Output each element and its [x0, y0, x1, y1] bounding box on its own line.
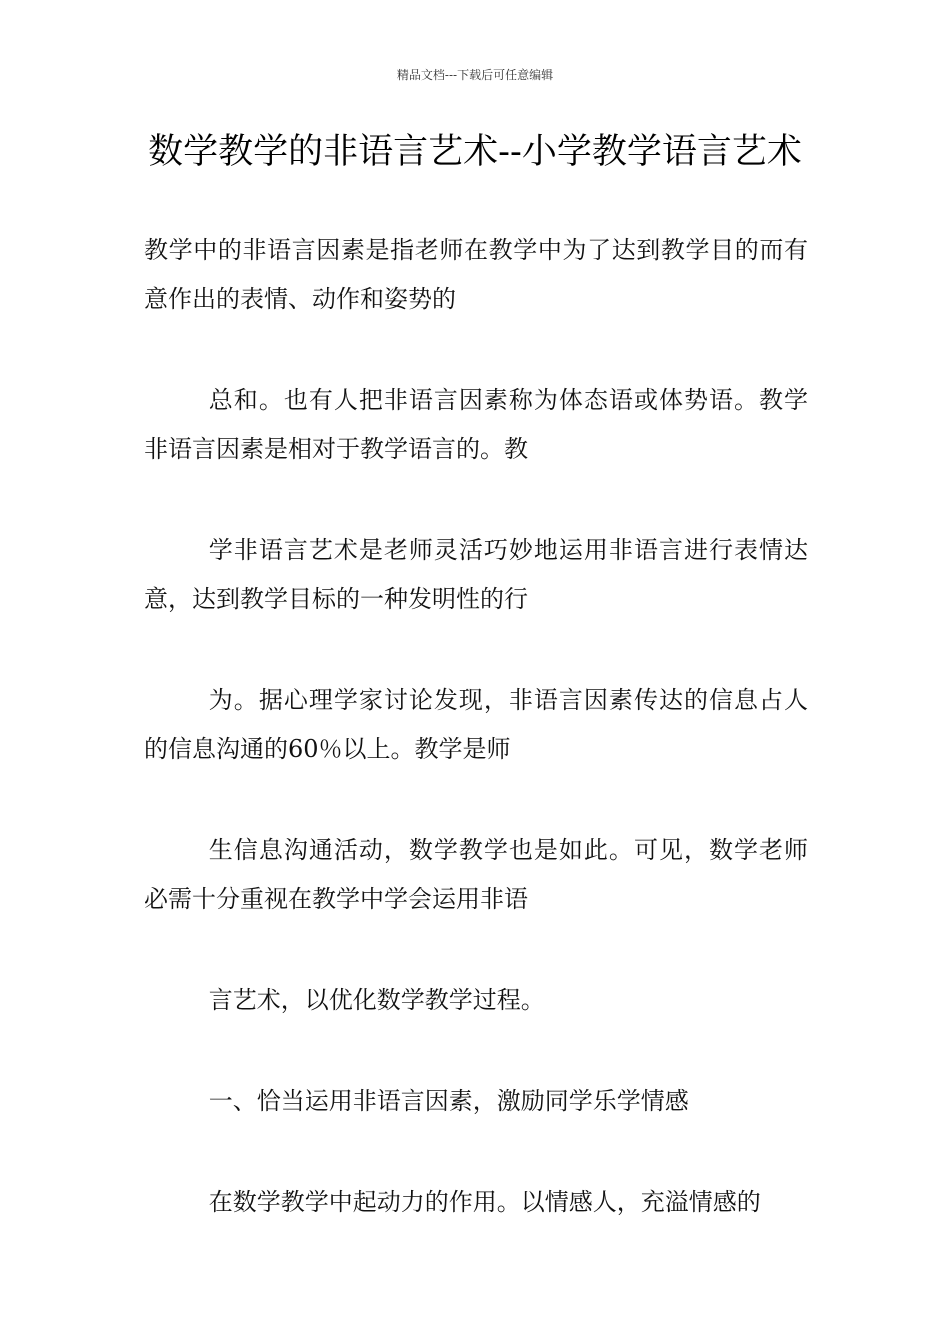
paragraph: 言艺术，以优化数学教学过程。	[208, 986, 545, 1014]
paragraph: 为。据心理学家讨论发现，非语言因素传达的信息占人的信息沟通的60％以上。教学是师	[144, 686, 808, 763]
paragraph: 在数学教学中起动力的作用。以情感人，充溢情感的	[208, 1188, 761, 1216]
document-body	[144, 226, 808, 1279]
document-title: 数学教学的非语言艺术--小学教学语言艺术	[148, 132, 802, 172]
page-header-note: 精品文档---下载后可任意编辑	[396, 68, 554, 82]
paragraph: 教学中的非语言因素是指老师在教学中为了达到教学目的而有意作出的表情、动作和姿势的	[144, 236, 808, 313]
paragraph: 学非语言艺术是老师灵活巧妙地运用非语言进行表情达意，达到教学目标的一种发明性的行	[144, 536, 808, 613]
paragraph: 生信息沟通活动，数学教学也是如此。可见，数学老师必需十分重视在教学中学会运用非语	[144, 836, 808, 913]
section-heading: 一、恰当运用非语言因素，激励同学乐学情感	[208, 1087, 689, 1115]
paragraph: 总和。也有人把非语言因素称为体态语或体势语。教学非语言因素是相对于教学语言的。教	[144, 386, 808, 463]
